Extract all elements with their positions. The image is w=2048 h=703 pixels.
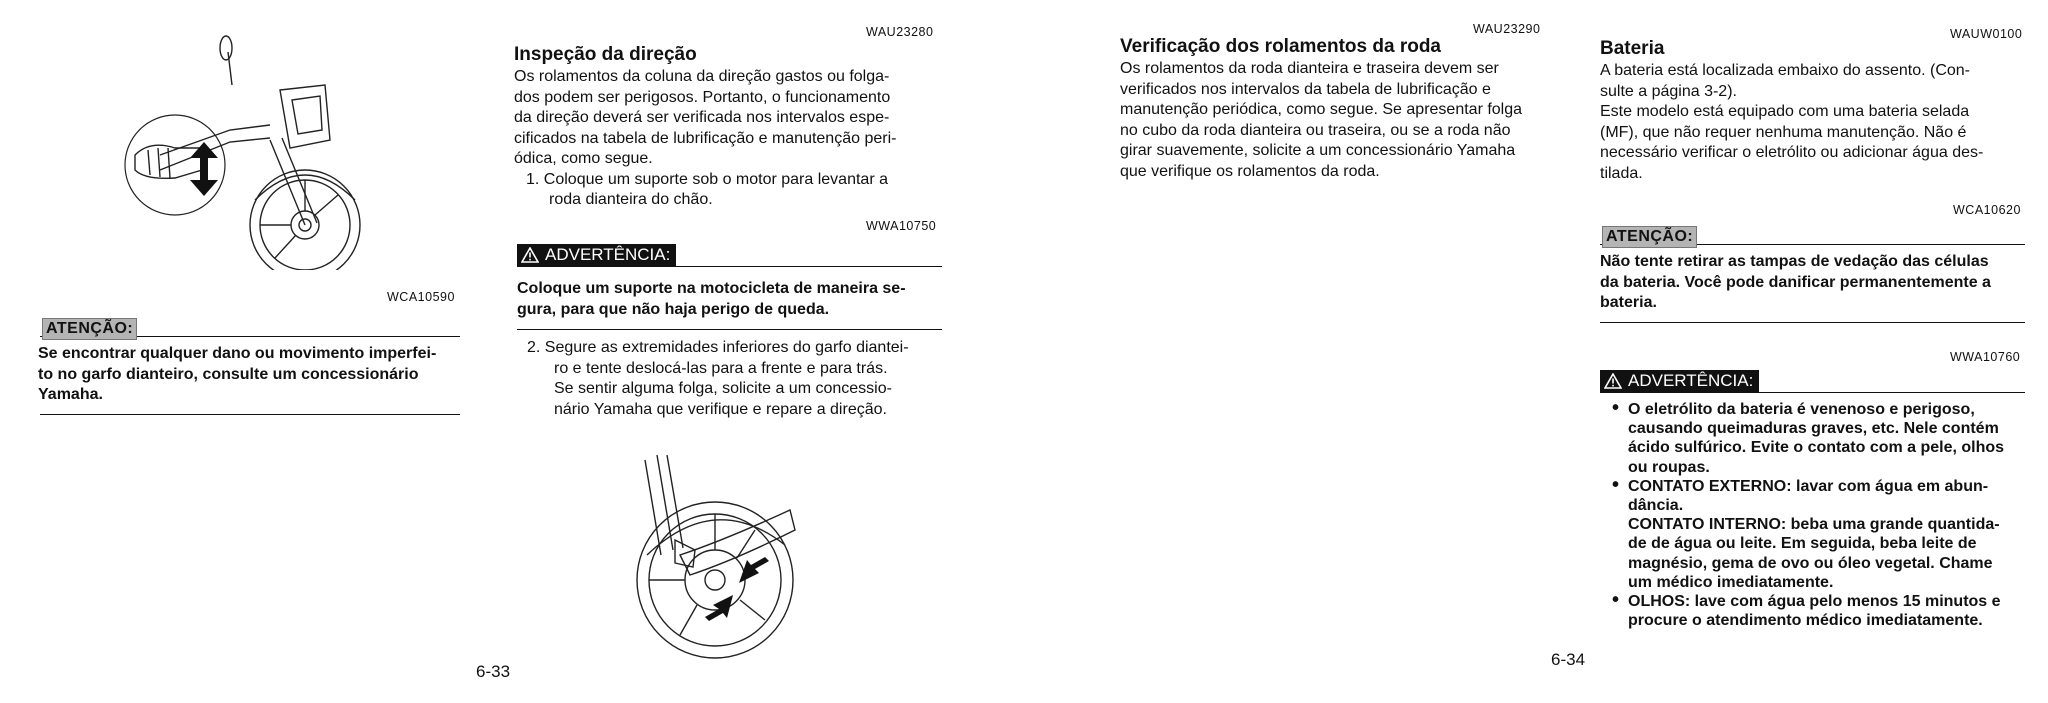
step-line: 1. Coloque um suporte sob o motor para levantar a	[526, 170, 888, 188]
step-line: Se sentir alguma folga, solicite a um concessio-	[554, 380, 892, 397]
attention-text: Se encontrar qualquer dano ou movimento imperfei- to no garfo dianteiro, consulte um concessionário Yamaha.	[38, 345, 437, 403]
text-line: da direção deverá ser verificada nos intervalos espe-	[514, 109, 890, 126]
warning-code: WWA10760	[1950, 350, 2021, 364]
step-line: ro e tente deslocá-las para a frente e para trás.	[554, 359, 888, 377]
text-line: Este modelo está equipado com uma bateria selada	[1600, 103, 1970, 120]
step-line: 2. Segure as extremidades inferiores do garfo diantei-	[527, 339, 909, 356]
front-fork-wheel-illustration	[605, 455, 815, 665]
attention-text	[1600, 252, 2030, 314]
step-line: roda dianteira do chão.	[549, 191, 713, 208]
text-line: CONTATO INTERNO: beba uma grande quantida-	[1628, 516, 2000, 534]
text-line: bateria.	[1600, 294, 1657, 311]
battery-paragraph	[1600, 61, 2030, 184]
attention-code: WCA10620	[1953, 203, 2021, 217]
warning-code: WWA10750	[866, 219, 937, 233]
text-line: magnésio, gema de ovo ou óleo vegetal. Chame	[1628, 554, 1993, 572]
text-line: A bateria está localizada embaixo do assento. (Con-	[1600, 62, 1970, 79]
text-line: ou roupas.	[1628, 458, 1710, 476]
bullet-item	[1606, 592, 2036, 630]
text-line: que verifique os rolamentos da roda.	[1120, 162, 1380, 180]
section-title: Bateria	[1600, 38, 1665, 59]
warning-text	[517, 279, 947, 320]
warning-header	[1600, 370, 2025, 394]
text-line: cificados na tabela de lubrificação e manutenção peri-	[514, 129, 897, 147]
step-line: nário Yamaha que verifique e repare a direção.	[554, 400, 887, 418]
warning-triangle-icon	[521, 247, 539, 263]
warning-label-box	[1600, 370, 1759, 392]
step-1	[514, 170, 944, 211]
warning-label: ADVERTÊNCIA:	[545, 245, 671, 264]
text-line: procure o atendimento médico imediatamente.	[1628, 612, 1983, 630]
section-code: WAU23280	[866, 25, 934, 39]
warning-end-rule	[517, 329, 942, 330]
text-line: no cubo da roda dianteira ou traseira, ou se a roda não	[1120, 121, 1511, 139]
attention-label: ATENÇÃO:	[1602, 226, 1697, 248]
text-line: dância.	[1628, 497, 1684, 515]
text-line: Coloque um suporte na motocicleta de maneira se-	[517, 280, 906, 297]
text-line: da bateria. Você pode danificar permanentemente a	[1600, 273, 1991, 291]
motorcycle-handlebar-illustration	[120, 30, 370, 270]
text-line: tilada.	[1600, 164, 1643, 182]
text-line: sulte a página 3-2).	[1600, 82, 1737, 100]
attention-header	[1600, 226, 2025, 246]
attention-end-rule	[40, 414, 460, 415]
attention-end-rule	[1600, 322, 2025, 323]
text-line: • CONTATO EXTERNO: lavar com água em abun-	[1628, 477, 1989, 495]
section-code: WCA10590	[387, 290, 455, 304]
warning-label-box	[517, 244, 676, 266]
attention-header	[40, 318, 460, 338]
text-line: Os rolamentos da roda dianteira e traseira devem ser	[1120, 60, 1499, 77]
page-number: 6-33	[476, 662, 511, 681]
warning-header	[517, 244, 942, 268]
warning-triangle-icon	[1604, 373, 1622, 389]
text-line: (MF), que não requer nenhuma manutenção. Não é	[1600, 123, 1967, 141]
text-line: de de água ou leite. Em seguida, beba leite de	[1628, 535, 1977, 553]
text-line: um médico imediatamente.	[1628, 573, 1834, 591]
handlebar-figure	[120, 30, 370, 270]
section-title: Verificação dos rolamentos da roda	[1120, 36, 1441, 57]
text-line: gura, para que não haja perigo de queda.	[517, 300, 830, 318]
warning-bullets	[1606, 400, 2036, 630]
text-line: verificados nos intervalos da tabela de lubrificação e	[1120, 80, 1491, 98]
warning-label: ADVERTÊNCIA:	[1628, 371, 1754, 390]
text-line: • OLHOS: lave com água pelo menos 15 minutos e	[1628, 593, 2001, 611]
fork-figure	[605, 455, 815, 665]
step-2	[527, 338, 947, 420]
text-line: girar suavemente, solicite a um concessionário Yamaha	[1120, 142, 1516, 159]
attention-label: ATENÇÃO:	[42, 318, 137, 340]
text-line: necessário verificar o eletrólito ou adicionar água des-	[1600, 144, 1984, 161]
section-code: WAUW0100	[1950, 27, 2023, 41]
section-code: WAU23290	[1473, 22, 1541, 36]
intro-paragraph	[514, 67, 944, 211]
text-line: dos podem ser perigosos. Portanto, o funcionamento	[514, 88, 891, 106]
bullet-item	[1606, 400, 2036, 477]
text-line: ódica, como segue.	[514, 150, 653, 167]
text-line: manutenção periódica, como segue. Se apresentar folga	[1120, 101, 1523, 118]
wheel-bearings-paragraph	[1120, 59, 1560, 182]
text-line: ácido sulfúrico. Evite o contato com a pele, olhos	[1628, 439, 2005, 457]
text-line: • O eletrólito da bateria é venenoso e perigoso,	[1628, 401, 1975, 418]
text-line: causando queimaduras graves, etc. Nele contém	[1628, 420, 1999, 438]
bullet-item	[1606, 477, 2036, 592]
text-line: Os rolamentos da coluna da direção gastos ou folga-	[514, 68, 890, 85]
section-title: Inspeção da direção	[514, 44, 697, 65]
page-number: 6-34	[1551, 650, 1586, 669]
text-line: Não tente retirar as tampas de vedação das células	[1600, 253, 1989, 270]
